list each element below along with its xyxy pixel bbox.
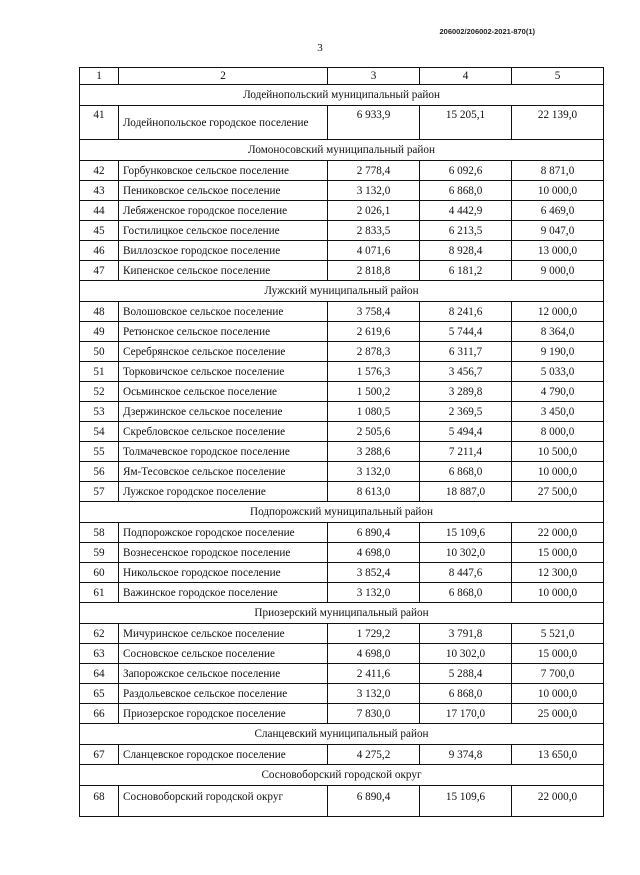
table-row [80, 563, 604, 583]
value-col3: 2 878,3 [328, 342, 420, 362]
value-col3: 2 833,5 [328, 221, 420, 241]
section-header-row [80, 765, 604, 786]
table-row [80, 422, 604, 442]
section-title: Приозерский муниципальный район [80, 603, 604, 624]
row-number: 42 [80, 161, 119, 181]
value-col5: 6 469,0 [512, 201, 604, 221]
value-col3: 2 818,8 [328, 261, 420, 281]
section-header-row [80, 140, 604, 161]
table-row [80, 161, 604, 181]
row-number: 66 [80, 704, 119, 724]
settlement-name: Осьминское сельское поселение [119, 382, 328, 402]
settlement-name: Пениковское сельское поселение [119, 181, 328, 201]
value-col4: 6 868,0 [420, 583, 512, 603]
row-number: 68 [80, 786, 119, 817]
column-4-header: 4 [420, 68, 512, 85]
table-row [80, 201, 604, 221]
row-number: 63 [80, 644, 119, 664]
section-header-row [80, 281, 604, 302]
value-col5: 25 000,0 [512, 704, 604, 724]
section-title: Подпорожский муниципальный район [80, 502, 604, 523]
value-col4: 15 205,1 [420, 106, 512, 140]
value-col5: 8 871,0 [512, 161, 604, 181]
row-number: 50 [80, 342, 119, 362]
settlement-name: Ретюнское сельское поселение [119, 322, 328, 342]
table-row [80, 241, 604, 261]
value-col4: 15 109,6 [420, 786, 512, 817]
row-number: 58 [80, 523, 119, 543]
row-number: 67 [80, 745, 119, 765]
value-col4: 8 447,6 [420, 563, 512, 583]
value-col4: 3 289,8 [420, 382, 512, 402]
settlement-name: Важинское городское поселение [119, 583, 328, 603]
section-title: Ломоносовский муниципальный район [80, 140, 604, 161]
value-col4: 6 868,0 [420, 462, 512, 482]
value-col5: 27 500,0 [512, 482, 604, 502]
table-row [80, 342, 604, 362]
value-col4: 6 868,0 [420, 181, 512, 201]
value-col4: 15 109,6 [420, 523, 512, 543]
value-col5: 13 000,0 [512, 241, 604, 261]
settlement-name: Волошовское сельское поселение [119, 302, 328, 322]
table-row [80, 221, 604, 241]
row-number: 53 [80, 402, 119, 422]
value-col4: 5 494,4 [420, 422, 512, 442]
document-id: 206002/206002-2021-870(1) [439, 27, 535, 36]
row-number: 62 [80, 624, 119, 644]
column-5-header: 5 [512, 68, 604, 85]
value-col5: 4 790,0 [512, 382, 604, 402]
settlement-name: Раздольевское сельское поселение [119, 684, 328, 704]
settlement-name: Сланцевское городское поселение [119, 745, 328, 765]
table-row [80, 745, 604, 765]
settlement-name: Виллозское городское поселение [119, 241, 328, 261]
section-title: Сланцевский муниципальный район [80, 724, 604, 745]
row-number: 55 [80, 442, 119, 462]
section-header-row [80, 724, 604, 745]
section-header-row [80, 85, 604, 106]
value-col3: 3 758,4 [328, 302, 420, 322]
settlement-name: Ям-Тесовское сельское поселение [119, 462, 328, 482]
row-number: 59 [80, 543, 119, 563]
value-col3: 3 132,0 [328, 684, 420, 704]
settlement-name: Сосновоборский городской округ [119, 786, 328, 817]
value-col4: 10 302,0 [420, 543, 512, 563]
settlement-name: Лодейнопольское городское поселение [119, 106, 328, 140]
value-col5: 15 000,0 [512, 644, 604, 664]
table-row [80, 704, 604, 724]
table-row [80, 583, 604, 603]
value-col3: 3 132,0 [328, 462, 420, 482]
value-col4: 5 744,4 [420, 322, 512, 342]
value-col5: 13 650,0 [512, 745, 604, 765]
row-number: 64 [80, 664, 119, 684]
value-col4: 17 170,0 [420, 704, 512, 724]
table-row [80, 664, 604, 684]
row-number: 60 [80, 563, 119, 583]
table-row [80, 382, 604, 402]
settlement-name: Дзержинское сельское поселение [119, 402, 328, 422]
value-col3: 4 698,0 [328, 543, 420, 563]
value-col5: 12 300,0 [512, 563, 604, 583]
value-col5: 10 000,0 [512, 583, 604, 603]
value-col4: 6 092,6 [420, 161, 512, 181]
page-number: 3 [317, 42, 323, 54]
value-col3: 1 500,2 [328, 382, 420, 402]
column-3-header: 3 [328, 68, 420, 85]
value-col5: 3 450,0 [512, 402, 604, 422]
value-col5: 9 000,0 [512, 261, 604, 281]
value-col4: 8 928,4 [420, 241, 512, 261]
value-col5: 10 500,0 [512, 442, 604, 462]
value-col5: 5 521,0 [512, 624, 604, 644]
settlement-name: Гостилицкое сельское поселение [119, 221, 328, 241]
settlement-name: Подпорожское городское поселение [119, 523, 328, 543]
settlement-name: Горбунковское сельское поселение [119, 161, 328, 181]
settlement-name: Кипенское сельское поселение [119, 261, 328, 281]
table-row [80, 684, 604, 704]
value-col3: 1 080,5 [328, 402, 420, 422]
row-number: 52 [80, 382, 119, 402]
row-number: 57 [80, 482, 119, 502]
row-number: 65 [80, 684, 119, 704]
value-col3: 1 576,3 [328, 362, 420, 382]
row-number: 48 [80, 302, 119, 322]
table-row [80, 442, 604, 462]
table-row [80, 543, 604, 563]
value-col5: 8 000,0 [512, 422, 604, 442]
value-col3: 6 890,4 [328, 786, 420, 817]
row-number: 49 [80, 322, 119, 342]
value-col4: 8 241,6 [420, 302, 512, 322]
section-title: Лужский муниципальный район [80, 281, 604, 302]
row-number: 43 [80, 181, 119, 201]
row-number: 61 [80, 583, 119, 603]
value-col3: 1 729,2 [328, 624, 420, 644]
value-col3: 2 505,6 [328, 422, 420, 442]
table-row [80, 624, 604, 644]
row-number: 46 [80, 241, 119, 261]
value-col5: 12 000,0 [512, 302, 604, 322]
value-col5: 9 190,0 [512, 342, 604, 362]
row-number: 47 [80, 261, 119, 281]
value-col5: 10 000,0 [512, 684, 604, 704]
value-col4: 9 374,8 [420, 745, 512, 765]
settlement-name: Толмачевское городское поселение [119, 442, 328, 462]
value-col4: 6 868,0 [420, 684, 512, 704]
value-col3: 3 132,0 [328, 583, 420, 603]
value-col3: 3 132,0 [328, 181, 420, 201]
value-col3: 2 411,6 [328, 664, 420, 684]
value-col4: 6 181,2 [420, 261, 512, 281]
allocation-table [79, 67, 604, 817]
settlement-name: Вознесенское городское поселение [119, 543, 328, 563]
section-title: Сосновоборский городской округ [80, 765, 604, 786]
column-header-row [80, 68, 604, 85]
value-col3: 2 026,1 [328, 201, 420, 221]
table-row [80, 362, 604, 382]
settlement-name: Серебрянское сельское поселение [119, 342, 328, 362]
value-col3: 6 933,9 [328, 106, 420, 140]
row-number: 45 [80, 221, 119, 241]
value-col5: 22 000,0 [512, 523, 604, 543]
section-header-row [80, 502, 604, 523]
value-col5: 8 364,0 [512, 322, 604, 342]
table-row [80, 644, 604, 664]
value-col4: 10 302,0 [420, 644, 512, 664]
value-col5: 7 700,0 [512, 664, 604, 684]
value-col5: 10 000,0 [512, 181, 604, 201]
value-col4: 6 311,7 [420, 342, 512, 362]
row-number: 51 [80, 362, 119, 382]
table-row [80, 523, 604, 543]
column-number-header: 1 [80, 68, 119, 85]
settlement-name: Запорожское сельское поселение [119, 664, 328, 684]
settlement-name: Мичуринское сельское поселение [119, 624, 328, 644]
settlement-name: Сосновское сельское поселение [119, 644, 328, 664]
value-col5: 22 000,0 [512, 786, 604, 817]
value-col5: 22 139,0 [512, 106, 604, 140]
value-col3: 8 613,0 [328, 482, 420, 502]
value-col3: 7 830,0 [328, 704, 420, 724]
table-row [80, 482, 604, 502]
row-number: 56 [80, 462, 119, 482]
value-col3: 2 619,6 [328, 322, 420, 342]
value-col5: 9 047,0 [512, 221, 604, 241]
settlement-name: Никольское городское поселение [119, 563, 328, 583]
value-col3: 4 071,6 [328, 241, 420, 261]
value-col5: 5 033,0 [512, 362, 604, 382]
row-number: 41 [80, 106, 119, 140]
table-row [80, 181, 604, 201]
value-col4: 4 442,9 [420, 201, 512, 221]
value-col3: 4 698,0 [328, 644, 420, 664]
value-col4: 5 288,4 [420, 664, 512, 684]
table-row [80, 261, 604, 281]
value-col4: 18 887,0 [420, 482, 512, 502]
section-title: Лодейнопольский муниципальный район [80, 85, 604, 106]
value-col3: 4 275,2 [328, 745, 420, 765]
value-col5: 15 000,0 [512, 543, 604, 563]
table-row [80, 322, 604, 342]
value-col3: 2 778,4 [328, 161, 420, 181]
value-col5: 10 000,0 [512, 462, 604, 482]
table-row [80, 106, 604, 140]
settlement-name: Приозерское городское поселение [119, 704, 328, 724]
value-col3: 3 288,6 [328, 442, 420, 462]
settlement-name: Лебяженское городское поселение [119, 201, 328, 221]
table-row [80, 786, 604, 817]
table-row [80, 462, 604, 482]
value-col4: 6 213,5 [420, 221, 512, 241]
table-row [80, 402, 604, 422]
column-name-header: 2 [119, 68, 328, 85]
section-header-row [80, 603, 604, 624]
value-col3: 3 852,4 [328, 563, 420, 583]
value-col4: 3 456,7 [420, 362, 512, 382]
table-row [80, 302, 604, 322]
value-col4: 2 369,5 [420, 402, 512, 422]
value-col4: 3 791,8 [420, 624, 512, 644]
row-number: 44 [80, 201, 119, 221]
settlement-name: Торковичское сельское поселение [119, 362, 328, 382]
settlement-name: Лужское городское поселение [119, 482, 328, 502]
row-number: 54 [80, 422, 119, 442]
value-col4: 7 211,4 [420, 442, 512, 462]
settlement-name: Скребловское сельское поселение [119, 422, 328, 442]
value-col3: 6 890,4 [328, 523, 420, 543]
